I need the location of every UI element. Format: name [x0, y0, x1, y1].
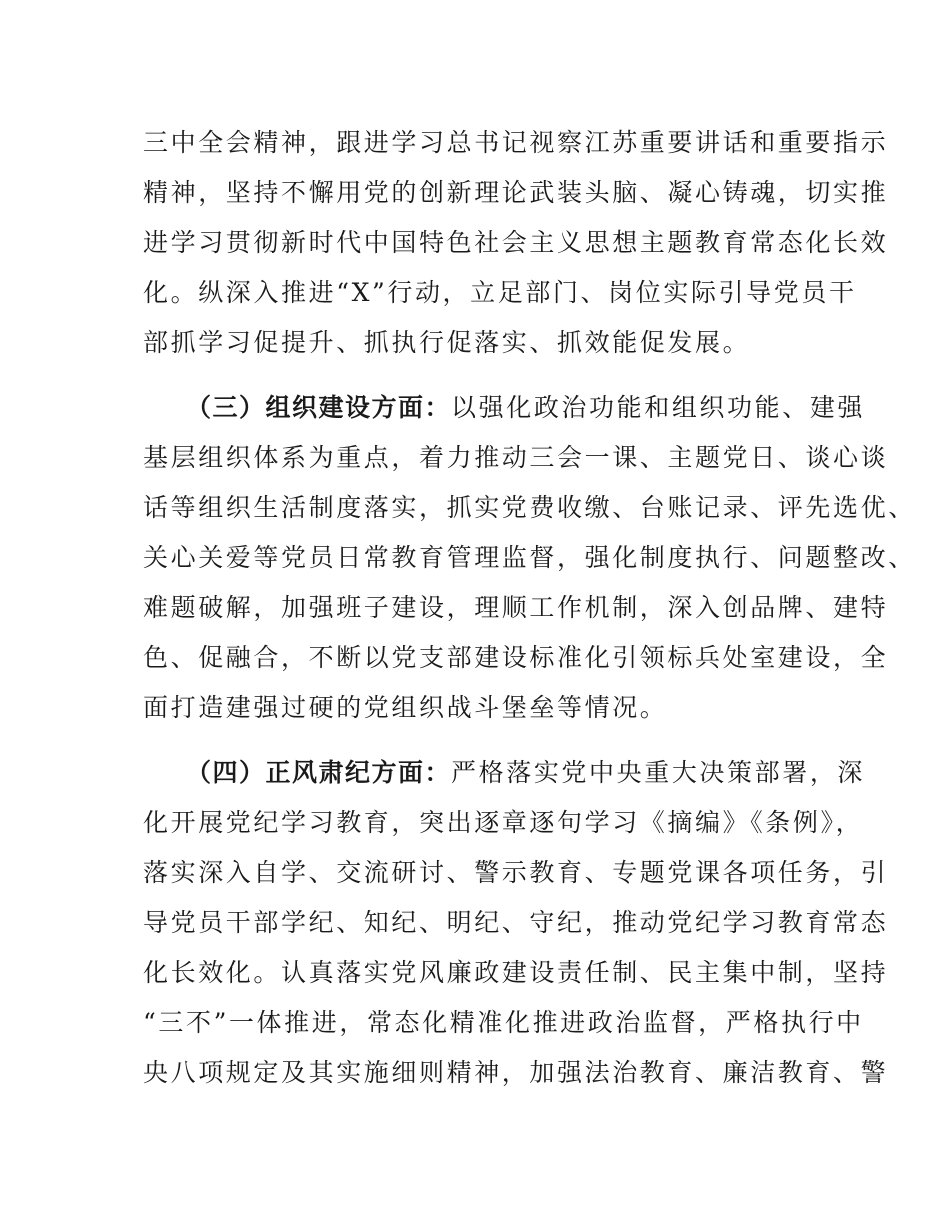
paragraph-3-first-line-text: 严格落实党中央重大决策部署，深 — [451, 758, 866, 787]
paragraph-2-first-line — [186, 393, 865, 423]
paragraph-2-first-line-text: 以强化政治功能和组织功能、建强 — [451, 393, 866, 422]
section-heading-discipline: （四）正风肃纪方面： — [186, 758, 452, 787]
paragraph-2-line-7: 面打造建强过硬的党组织战斗堡垒等情况。 — [143, 693, 668, 722]
paragraph-2-line-6: 色、促融合，不断以党支部建设标准化引领标兵处室建设，全 — [143, 643, 889, 672]
paragraph-1-line-4: 化。纵深入推进“X”行动，立足部门、岗位实际引导党员干 — [143, 278, 857, 307]
paragraph-3-line-3: 落实深入自学、交流研讨、警示教育、专题党课各项任务，引 — [143, 858, 889, 887]
paragraph-2-line-2: 基层组织体系为重点，着力推动三会一课、主题党日、谈心谈 — [143, 443, 889, 472]
paragraph-3-line-6: “三不”一体推进，常态化精准化推进政治监督，严格执行中 — [143, 1008, 864, 1037]
paragraph-3-line-2: 化开展党纪学习教育，突出逐章逐句学习《摘编》《条例》， — [143, 808, 864, 837]
paragraph-2-line-4: 关心关爱等党员日常教育管理监督，强化制度执行、问题整改、 — [143, 543, 916, 572]
paragraph-2-line-5: 难题破解，加强班子建设，理顺工作机制，深入创品牌、建特 — [143, 593, 889, 622]
paragraph-1-line-3: 进学习贯彻新时代中国特色社会主义思想主题教育常态化长效 — [143, 228, 889, 257]
paragraph-1-line-2: 精神，坚持不懈用党的创新理论武装头脑、凝心铸魂，切实推 — [143, 178, 889, 207]
paragraph-3-line-7: 央八项规定及其实施细则精神，加强法治教育、廉洁教育、警 — [143, 1058, 889, 1087]
section-heading-organization: （三）组织建设方面： — [186, 393, 452, 422]
paragraph-1-line-5: 部抓学习促提升、抓执行促落实、抓效能促发展。 — [143, 328, 751, 357]
paragraph-3-first-line — [186, 758, 865, 788]
paragraph-3-line-5: 化长效化。认真落实党风廉政建设责任制、民主集中制，坚持 — [143, 958, 889, 987]
paragraph-1-line-1: 三中全会精神，跟进学习总书记视察江苏重要讲话和重要指示 — [143, 128, 889, 157]
paragraph-2-line-3: 话等组织生活制度落实，抓实党费收缴、台账记录、评先选优、 — [143, 493, 916, 522]
paragraph-3-line-4: 导党员干部学纪、知纪、明纪、守纪，推动党纪学习教育常态 — [143, 908, 889, 937]
